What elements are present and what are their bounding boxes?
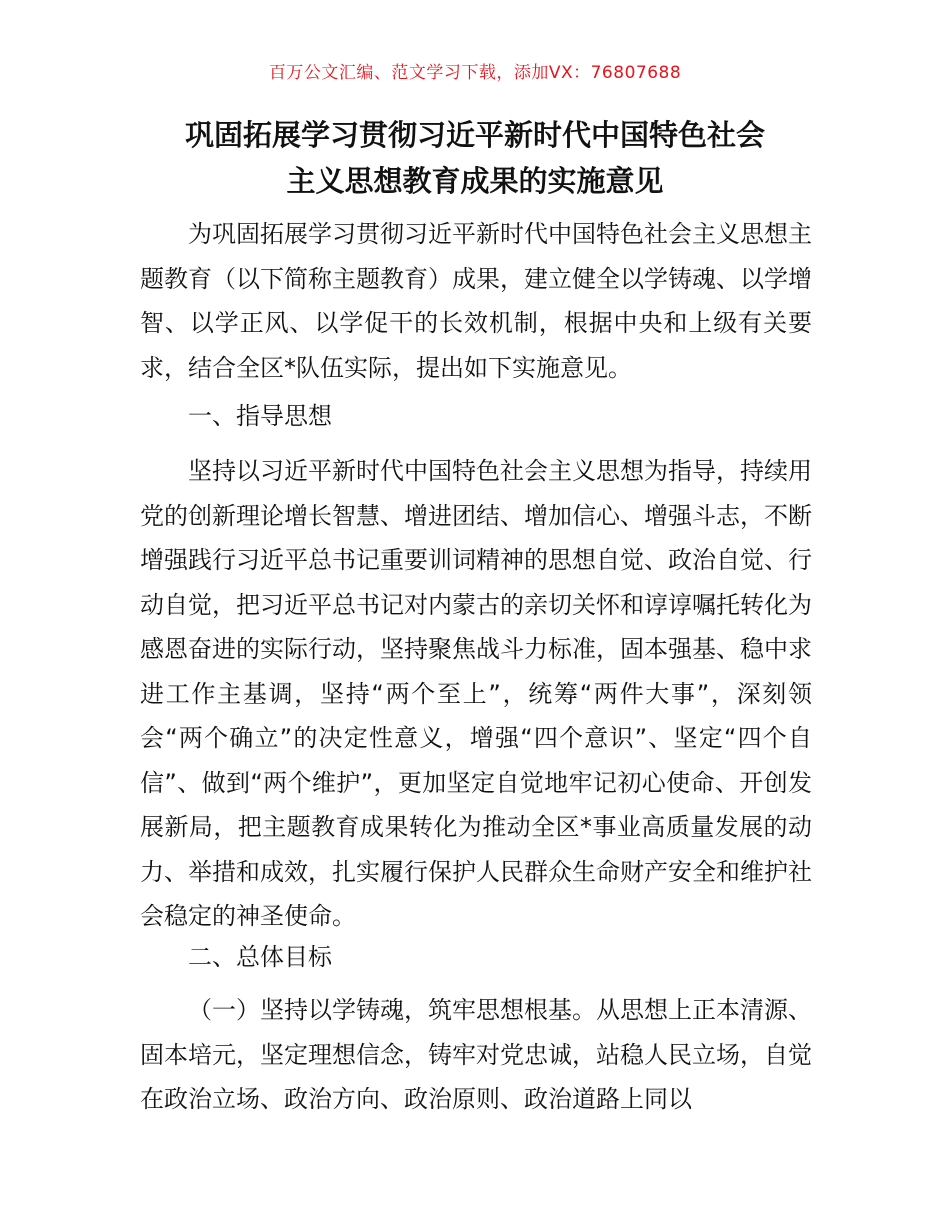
section1-paragraph: 坚持以习近平新时代中国特色社会主义思想为指导，持续用党的创新理论增长智慧、增进团结、增加信心、增强斗志，不断增强践行习近平总书记重要训词精神的思想自觉、政治自觉、行动自觉，把习近平总书记对内蒙古的亲切关怀和谆谆嘱托转化为感恩奋进的实际行动，坚持聚焦战斗力标准，固本强基、稳中求进工作主基调，坚持“两个至上”，统筹“两件大事”，深刻领会“两个确立”的决定性意义，增强“四个意识”、坚定“四个自信”、做到“两个维护”，更加坚定自觉地牢记初心使命、开创发展新局，把主题教育成果转化为推动全区*事业高质量发展的动力、举措和成效，扎实履行保护人民群众生命财产安全和维护社会稳定的神圣使命。 — [140, 457, 812, 930]
section2-item1-paragraph: （一）坚持以学铸魂，筑牢思想根基。从思想上正本清源、固本培元，坚定理想信念，铸牢对党忠诚，站稳人民立场，自觉在政治立场、政治方向、政治原则、政治道路上同以 — [140, 996, 812, 1113]
section2-heading-block — [140, 935, 812, 980]
intro-paragraph-block — [140, 212, 812, 390]
title-line-2: 主义思想教育成果的实施意见 — [286, 164, 664, 198]
section1-heading: 一、指导思想 — [188, 402, 332, 430]
intro-paragraph: 为巩固拓展学习贯彻习近平新时代中国特色社会主义思想主题教育（以下简称主题教育）成果，建立健全以学铸魂、以学增智、以学正风、以学促干的长效机制，根据中央和上级有关要求，结合全区*队伍实际，提出如下实施意见。 — [140, 220, 812, 382]
title-line-1: 巩固拓展学习贯彻习近平新时代中国特色社会 — [184, 118, 765, 152]
document-title — [120, 112, 830, 204]
section1-paragraph-block — [140, 449, 812, 939]
section2-item1-block — [140, 988, 812, 1122]
section1-heading-block — [140, 394, 812, 439]
header-watermark-note: 百万公文汇编、范文学习下载，添加VX：76807688 — [268, 63, 682, 83]
section2-heading: 二、总体目标 — [188, 943, 332, 971]
